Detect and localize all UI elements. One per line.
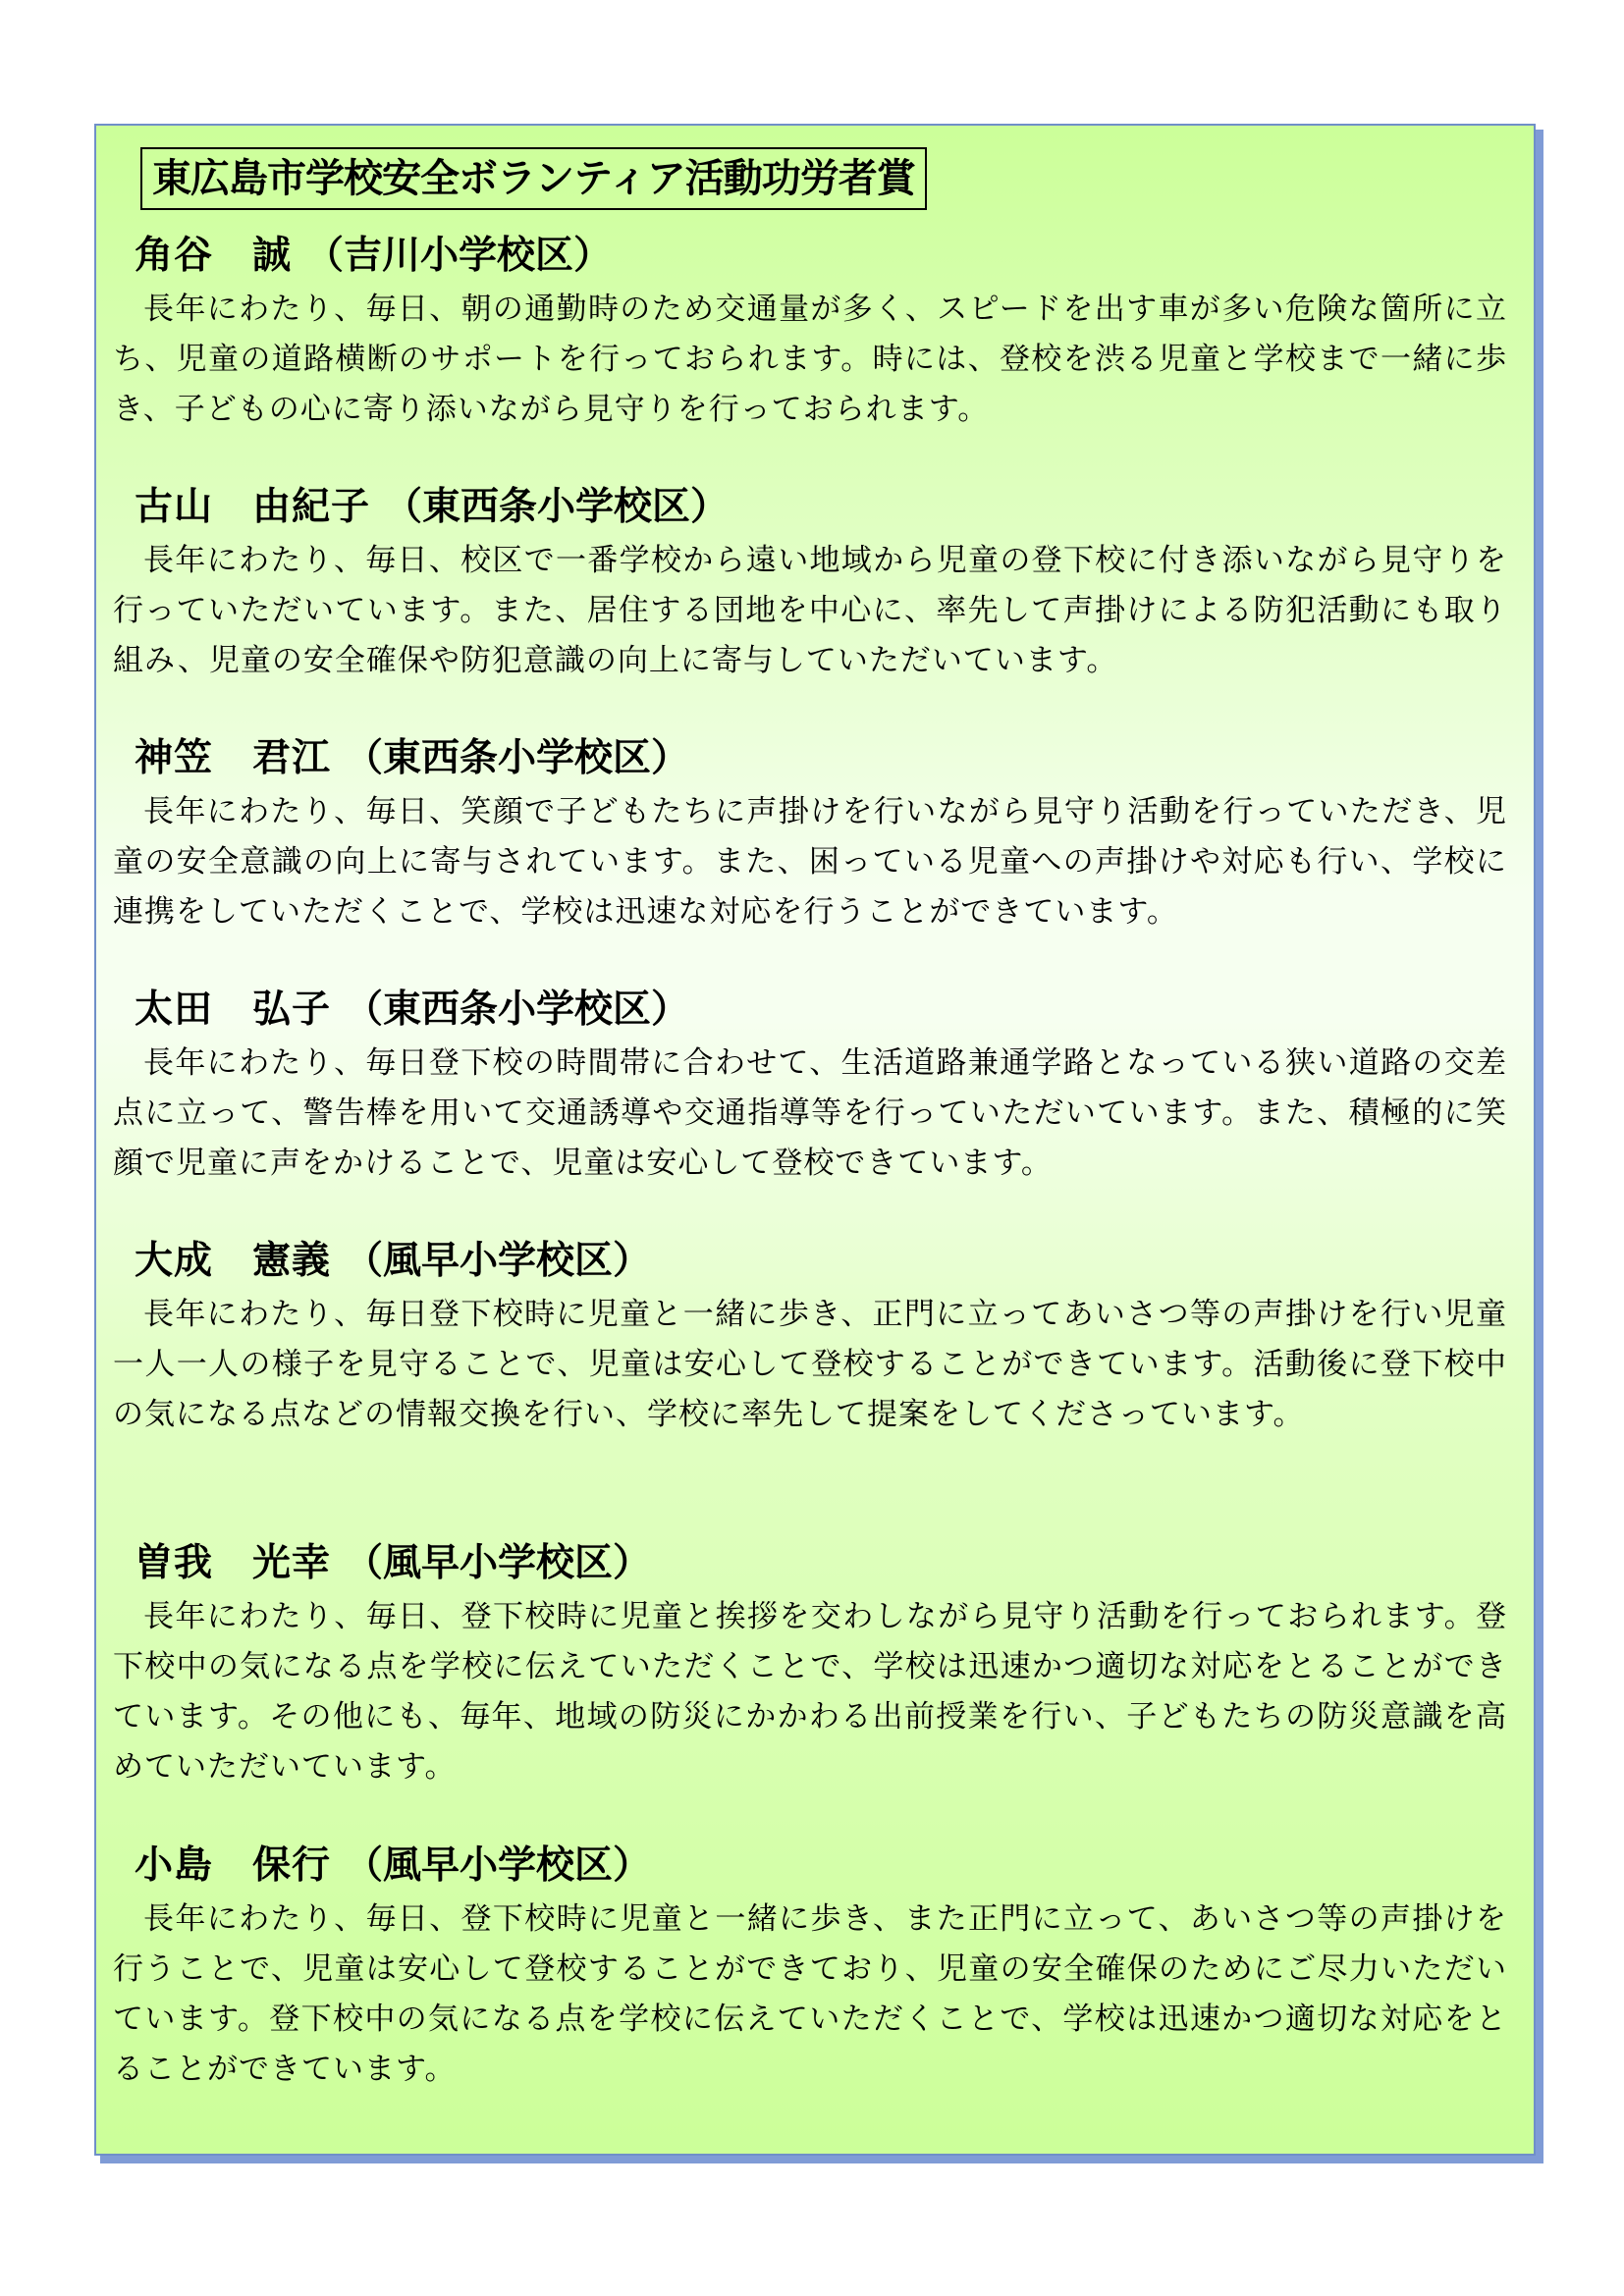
school-district: （吉川小学校区） [305, 234, 613, 278]
entry-description: 長年にわたり、毎日、朝の通勤時のため交通量が多く、スピードを出す車が多い危険な箇所に立ち、児童の道路横断のサポートを行っておられます。時には、登校を渋る児童と学校まで一緒に歩き、子どもの心に寄り添いながら見守りを行っておられます。 [113, 292, 1507, 427]
recipient-name: 小島 保行 [135, 1843, 332, 1888]
recipient-name: 神笠 君江 [135, 736, 332, 780]
entry-heading [135, 1233, 1507, 1290]
recipient-name: 角谷 誠 [135, 234, 293, 278]
entry-description: 長年にわたり、毎日、登下校時に児童と挨拶を交わしながら見守り活動を行っておられます。登下校中の気になる点を学校に伝えていただくことで、学校は迅速かつ適切な対応をとることができています。その他にも、毎年、地域の防災にかかわる出前授業を行い、子どもたちの防災意識を高めていただいています。 [113, 1599, 1507, 1785]
entry-description: 長年にわたり、毎日登下校の時間帯に合わせて、生活道路兼通学路となっている狭い道路の交差点に立って、警告棒を用いて交通誘導や交通指導等を行っていただいています。また、積極的に笑顔で児童に声をかけることで、児童は安心して登校できています。 [113, 1045, 1507, 1181]
award-entry [113, 1838, 1507, 2095]
school-district: （東西条小学校区） [345, 988, 690, 1032]
entry-description: 長年にわたり、毎日、笑顔で子どもたちに声掛けを行いながら見守り活動を行っていただき、児童の安全意識の向上に寄与されています。また、困っている児童への声掛けや対応も行い、学校に連携をしていただくことで、学校は迅速な対応を行うことができています。 [113, 794, 1507, 930]
award-entry [113, 730, 1507, 937]
entry-description: 長年にわたり、毎日、校区で一番学校から遠い地域から児童の登下校に付き添いながら見守りを行っていただいています。また、居住する団地を中心に、率先して声掛けによる防犯活動にも取り組み、児童の安全確保や防犯意識の向上に寄与していただいています。 [113, 543, 1507, 678]
recipient-name: 曽我 光幸 [135, 1541, 332, 1585]
recipient-name: 太田 弘子 [135, 988, 332, 1032]
recipient-name: 大成 憲義 [135, 1239, 332, 1283]
page-title: 東広島市学校安全ボランティア活動功労者賞 [140, 147, 927, 210]
award-entry [113, 228, 1507, 435]
recipient-name: 古山 由紀子 [135, 485, 371, 529]
entry-heading [135, 982, 1507, 1039]
entry-description: 長年にわたり、毎日登下校時に児童と一緒に歩き、正門に立ってあいさつ等の声掛けを行い児童一人一人の様子を見守ることで、児童は安心して登校することができています。活動後に登下校中の気になる点などの情報交換を行い、学校に率先して提案をしてくださっています。 [113, 1297, 1507, 1432]
award-entry [113, 982, 1507, 1189]
entry-heading [135, 479, 1507, 536]
award-entry [113, 479, 1507, 686]
entry-heading [135, 730, 1507, 787]
entry-heading [135, 1535, 1507, 1592]
entry-heading [135, 228, 1507, 285]
award-entry [113, 1535, 1507, 1792]
school-district: （風早小学校区） [345, 1239, 652, 1283]
entry-heading [135, 1838, 1507, 1895]
school-district: （風早小学校区） [345, 1843, 652, 1888]
school-district: （東西条小学校区） [345, 736, 690, 780]
school-district: （風早小学校区） [345, 1541, 652, 1585]
award-entry [113, 1233, 1507, 1440]
award-panel [94, 124, 1536, 2156]
school-district: （東西条小学校区） [384, 485, 730, 529]
entry-description: 長年にわたり、毎日、登下校時に児童と一緒に歩き、また正門に立って、あいさつ等の声掛けを行うことで、児童は安心して登校することができており、児童の安全確保のためにご尽力いただいています。登下校中の気になる点を学校に伝えていただくことで、学校は迅速かつ適切な対応をとることができています。 [113, 1901, 1507, 2087]
